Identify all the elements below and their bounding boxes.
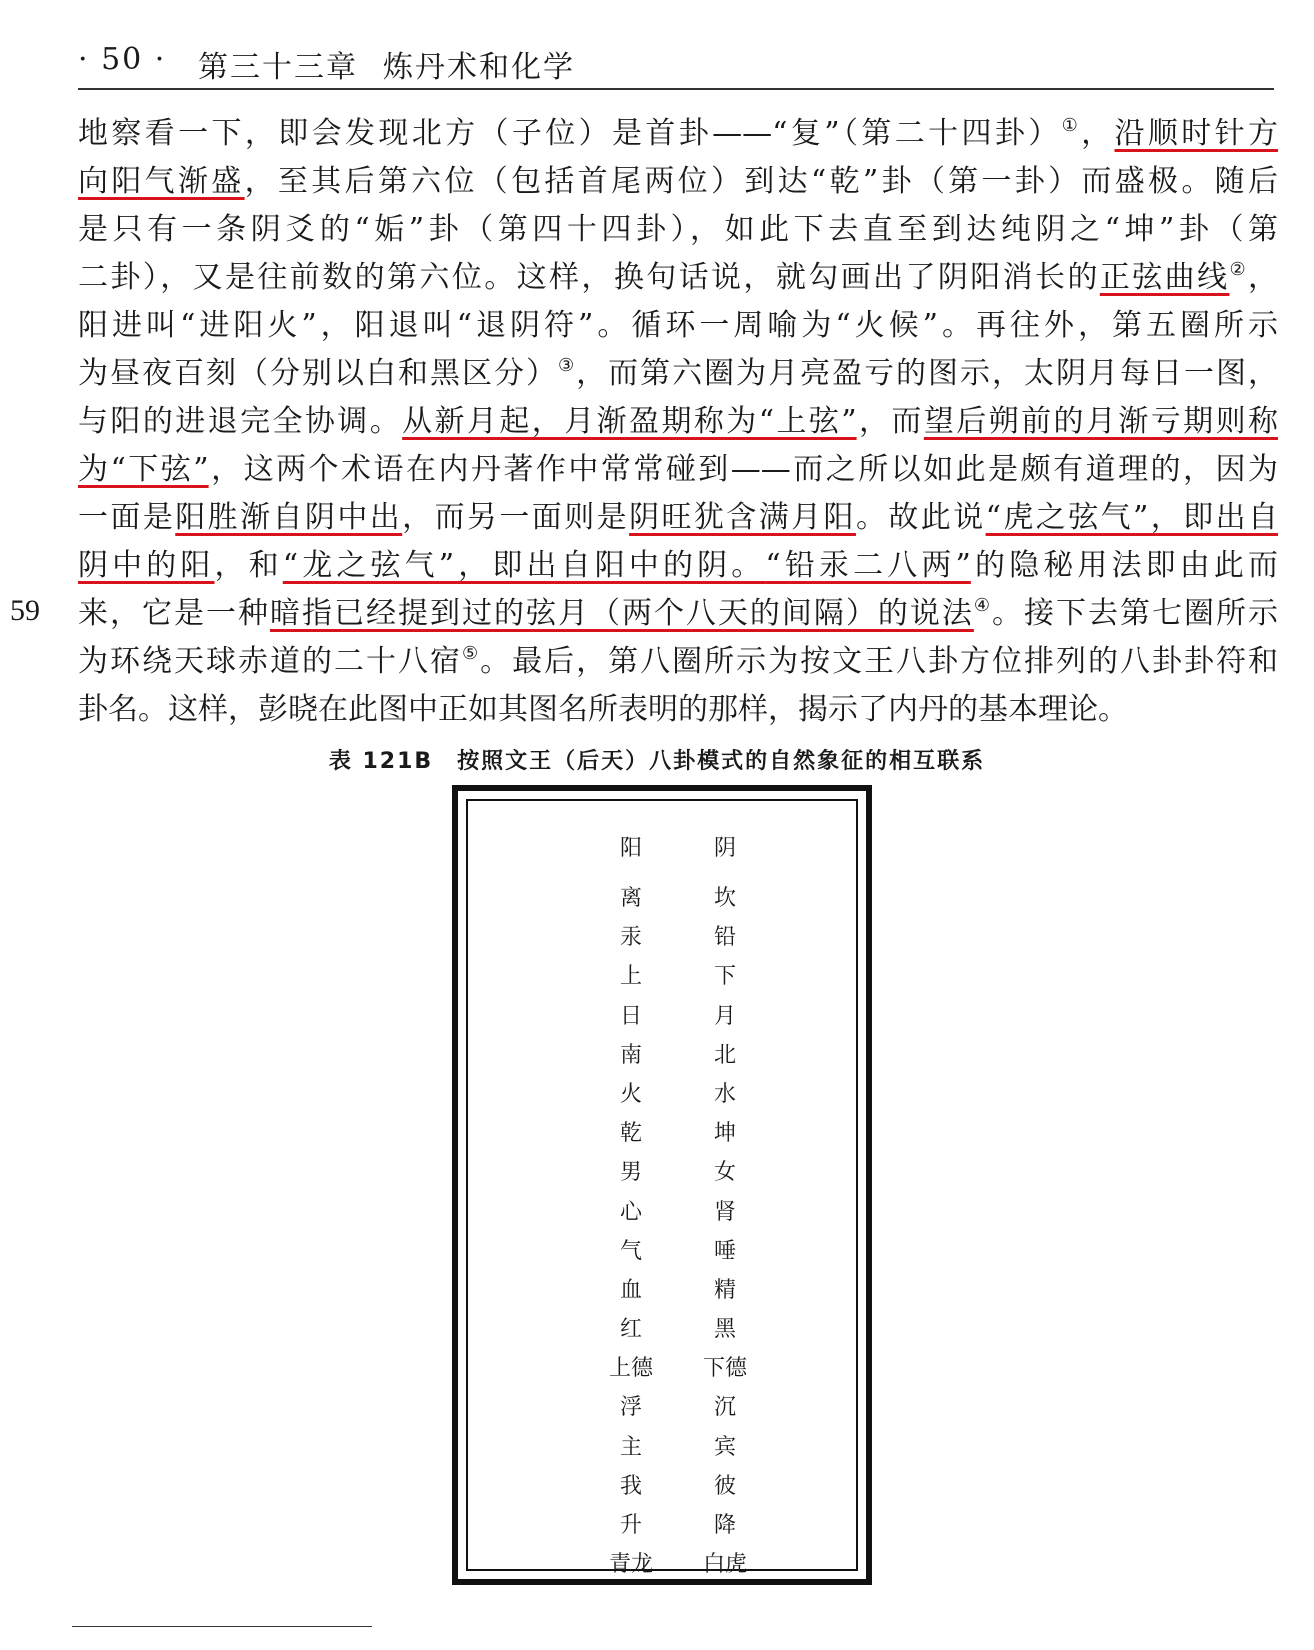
yang-cell: 血 [619,1277,642,1303]
text-line [78,686,1278,734]
underlined-text: 沿顺时针方 [1114,116,1279,151]
yin-cell: 坤 [713,1121,736,1147]
text-run: ，而 [856,404,924,439]
yang-cell: 红 [619,1317,642,1343]
table-row [468,1388,856,1427]
text-run: 阳进叫“进阳火”，阳退叫“退阴符”。循环一周喻为“火候”。再往外，第五圈所示 [78,308,1278,343]
margin-page-reference: 59 [10,594,40,627]
text-run: ，而第六圈为月亮盈亏的图示，太阴月每日一图， [576,356,1279,391]
column-header-yin: 阴 [713,836,736,861]
table-row [468,957,856,996]
underlined-text: 正弦曲线 [1099,260,1230,295]
text-run: 。最后，第八圈所示为按文王八卦方位排列的八卦卦符和 [480,644,1279,679]
yang-cell: 日 [619,1003,642,1029]
text-run: 卦名。这样，彭晓在此图中正如其图名所表明的那样，揭示了内丹的基本理论。 [78,692,1128,727]
text-run: ， [1248,260,1279,295]
yin-cell: 唾 [713,1238,736,1264]
yin-cell: 宾 [713,1434,736,1460]
table-inner-border [466,799,858,1578]
yin-cell: 降 [713,1513,736,1538]
yin-cell: 黑 [713,1317,736,1343]
underlined-text: 从新月起，月渐盈期称为“上弦” [402,404,857,439]
yin-cell: 精 [713,1277,736,1303]
underlined-text: “虎之弦气”，即出自 [985,500,1279,535]
underlined-text: “铅汞二八两” [765,548,971,583]
yin-cell: 沉 [713,1395,736,1421]
table-row [468,1545,856,1584]
yin-cell: 北 [713,1042,736,1068]
table-row [468,997,856,1036]
underlined-text: 阴旺犹含满月阳 [629,500,856,535]
table-caption: 表 121B 按照文王（后天）八卦模式的自然象征的相互联系 [328,749,986,774]
yang-cell: 心 [619,1199,642,1225]
text-line [78,302,1278,350]
text-line [78,110,1278,158]
text-line [78,158,1278,206]
yang-cell: 火 [619,1081,642,1107]
table-row [468,1114,856,1153]
table-row [468,1349,856,1388]
table-row [468,1075,856,1114]
underlined-text: 望后朔前的月渐亏期则称 [923,404,1278,439]
text-line [78,206,1278,254]
table-row [468,1232,856,1271]
text-run: 为环绕天球赤道的二十八宿 [78,644,462,679]
text-line [78,254,1278,302]
text-run: ，而另一面则是 [402,500,630,535]
yin-cell: 肾 [713,1199,736,1225]
chapter-label: 第三十三章 [198,50,358,85]
column-header-yang: 阳 [619,836,642,861]
text-line [78,446,1278,494]
text-run: ， [1081,116,1115,151]
underlined-text: 为“下弦” [78,452,209,487]
text-run: ，这两个术语在内丹著作中常常碰到——而之所以如此是颇有道理的，因为 [208,452,1278,487]
text-line [78,350,1278,398]
footnote-marker: ⑤ [461,643,481,664]
yang-cell: 青龙 [608,1552,653,1578]
yin-cell: 女 [713,1160,736,1186]
text-run: 一面是 [78,500,176,535]
table-row [468,1036,856,1075]
text-line [78,494,1278,542]
underlined-text: 暗指已经提到过的弦月（两个八天的间隔）的说法 [269,596,974,631]
yin-cell: 下 [713,964,736,990]
yang-cell: 男 [619,1160,642,1186]
yang-cell: 气 [619,1238,642,1264]
underlined-text: 阴中的阳 [78,548,215,583]
yang-cell: 乾 [619,1121,642,1147]
yang-cell: 离 [619,886,642,911]
table-row [468,1428,856,1467]
table-row [468,918,856,957]
text-line [78,590,1278,638]
text-run: 与阳的进退完全协调。 [78,404,403,439]
yang-cell: 上德 [608,1356,653,1382]
running-header [78,38,1274,90]
yang-cell: 上 [619,964,642,990]
footnote-marker: ④ [973,595,993,616]
text-run: 的隐秘用法即由此而 [970,548,1278,583]
yang-cell: 南 [619,1042,642,1068]
yang-cell: 主 [619,1434,642,1460]
text-run: 。接下去第七圈所示 [992,596,1279,631]
yang-cell: 我 [619,1473,642,1499]
body-paragraph [78,110,1278,734]
table-row [468,1467,856,1506]
yin-cell: 下德 [702,1356,747,1382]
text-run: 二卦），又是往前数的第六位。这样，换句话说，就勾画出了阴阳消长的 [78,260,1100,295]
yin-cell: 月 [713,1003,736,1029]
correspondence-table [452,785,872,1585]
footnote-divider [72,1626,372,1627]
text-line [78,398,1278,446]
table-rows [468,879,856,1584]
underlined-text: “龙之弦气”，即出自阳中的阴。 [282,548,766,583]
yang-cell: 升 [619,1513,642,1538]
yin-cell: 水 [713,1081,736,1107]
yin-cell: 白虎 [702,1552,747,1578]
table-row [468,1193,856,1232]
table-row [468,1153,856,1192]
text-run: 地察看一下，即会发现北方（子位）是首卦——“复”（第二十四卦） [78,116,1062,151]
yin-cell: 铅 [713,925,736,951]
text-run: 是只有一条阴爻的“姤”卦（第四十四卦），如此下去直至到达纯阴之“坤”卦（第 [78,212,1278,247]
yin-cell: 彼 [713,1473,736,1499]
table-row [468,879,856,918]
footnote-marker: ③ [557,355,577,376]
table-row [468,1506,856,1545]
text-run: 。故此说 [855,500,986,535]
text-run: ，和 [214,548,283,583]
text-line [78,638,1278,686]
yang-cell: 汞 [619,925,642,951]
page-number: · 50 · [78,42,167,77]
underlined-text: 阳胜渐自阴中出 [175,500,403,535]
text-run: 为昼夜百刻（分别以白和黑区分） [78,356,558,391]
footnote-marker: ① [1061,115,1082,136]
text-line [78,542,1278,590]
chapter-title: 炼丹术和化学 [383,50,575,85]
text-run: 来，它是一种 [78,596,270,631]
yang-cell: 浮 [619,1395,642,1421]
text-run: ，至其后第六位（包括首尾两位）到达“乾”卦（第一卦）而盛极。随后 [244,164,1278,199]
footnote-marker: ② [1229,259,1249,280]
table-row [468,1271,856,1310]
yin-cell: 坎 [713,886,736,911]
underlined-text: 向阳气渐盛 [78,164,245,199]
table-row [468,1310,856,1349]
